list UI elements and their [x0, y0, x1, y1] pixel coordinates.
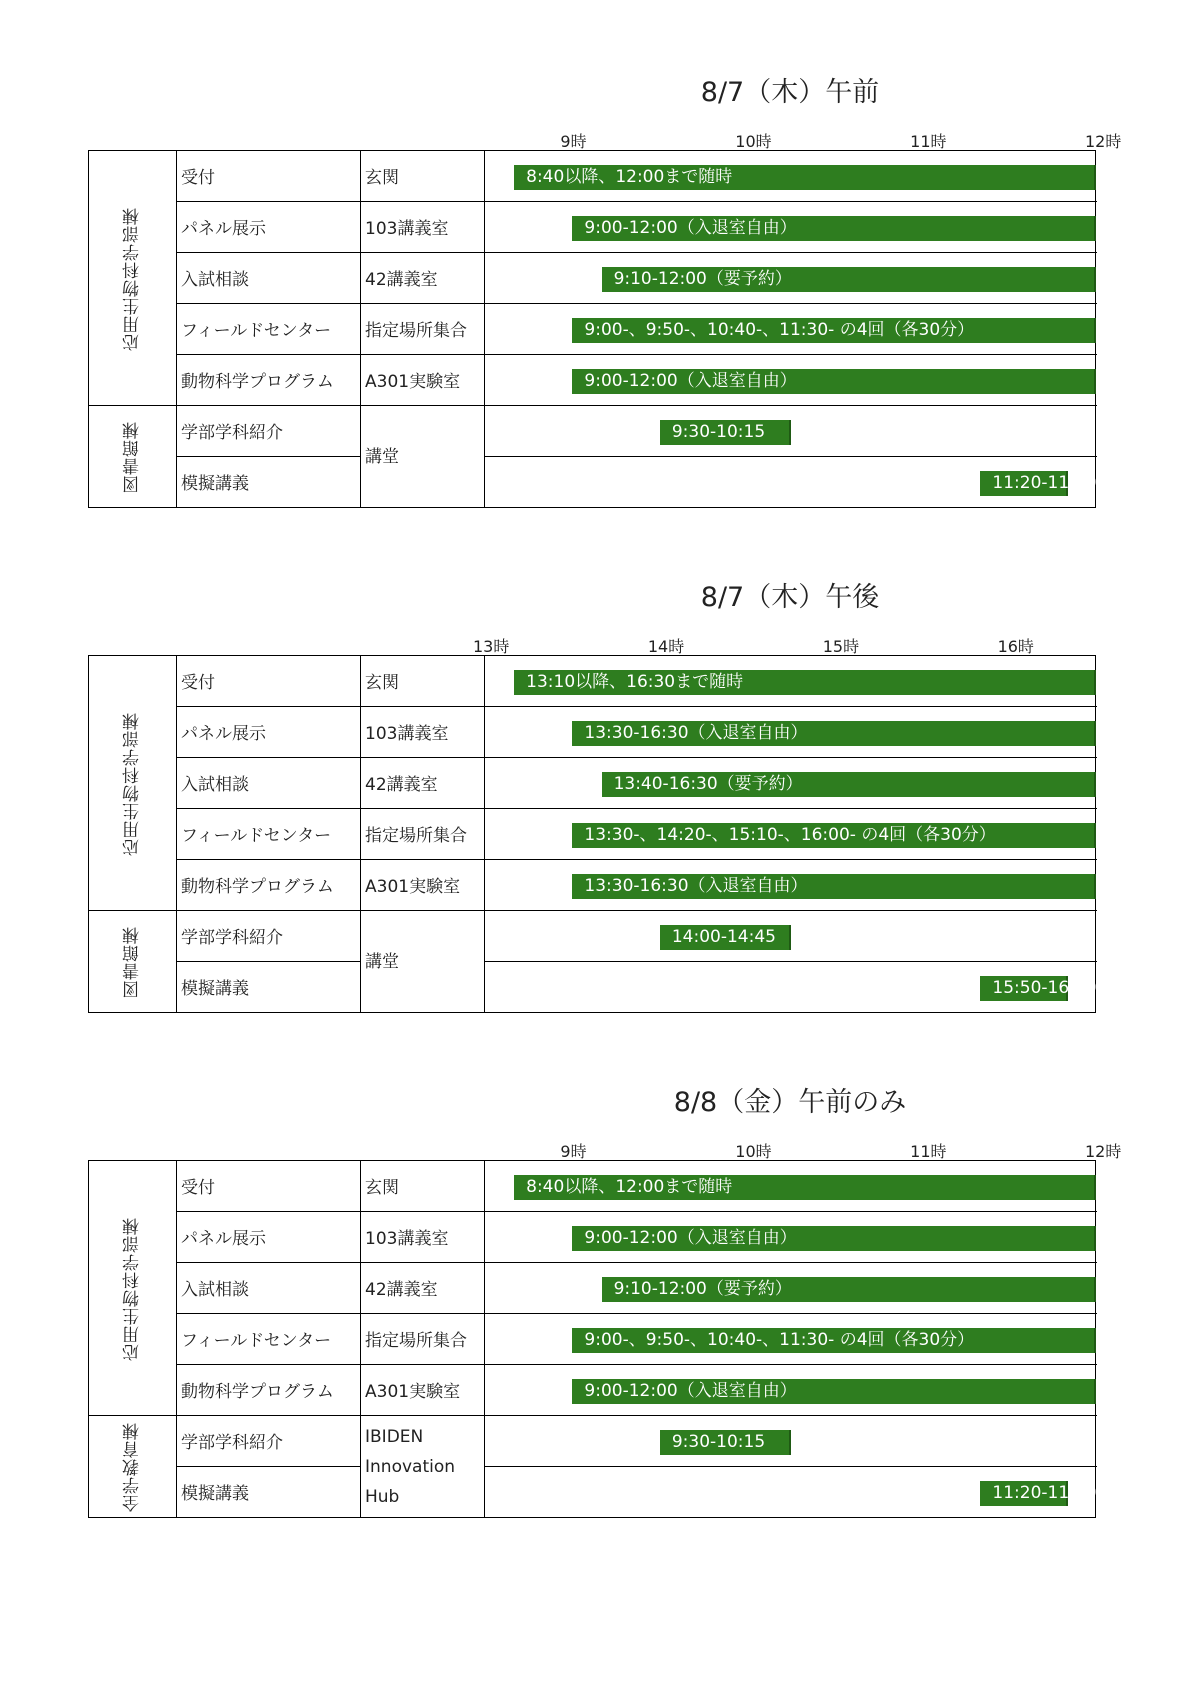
event-name: 模擬講義	[181, 1484, 249, 1504]
event-name: パネル展示	[181, 1229, 266, 1249]
row-divider	[177, 1313, 1097, 1314]
schedule-title: 8/8（金）午前のみ	[673, 1087, 907, 1118]
event-name: パネル展示	[181, 219, 266, 239]
room-name: 指定場所集合	[365, 321, 467, 341]
column-divider	[360, 656, 361, 1013]
column-divider	[484, 151, 485, 508]
event-name: 模擬講義	[181, 474, 249, 494]
event-name: 入試相談	[181, 1280, 249, 1300]
schedule-bar: 13:30-16:30（入退室自由）	[572, 874, 1096, 899]
time-tick-label: 12時	[1085, 1142, 1122, 1161]
schedule-bar: 13:40-16:30（要予約）	[602, 772, 1096, 797]
schedule-title: 8/7（木）午後	[700, 582, 880, 613]
time-tick-label: 16時	[997, 637, 1034, 656]
schedule-bar: 9:30-10:15	[660, 1430, 791, 1455]
room-name: 指定場所集合	[365, 826, 467, 846]
room-name: 103講義室	[365, 219, 449, 239]
building-name: 応用生物科学部棟	[122, 1216, 143, 1361]
row-divider	[177, 1211, 1097, 1212]
room-name: 103講義室	[365, 1229, 449, 1249]
schedule-bar: 8:40以降、12:00まで随時	[514, 165, 1096, 190]
building-label	[89, 656, 175, 911]
event-name: フィールドセンター	[181, 1331, 332, 1351]
row-divider	[177, 201, 1097, 202]
room-cell: IBIDEN Innovation Hub	[365, 1427, 456, 1507]
row-divider	[177, 808, 1097, 809]
schedule-bar: 9:10-12:00（要予約）	[602, 267, 1096, 292]
room-name: A301実験室	[365, 1382, 461, 1402]
building-label	[89, 1416, 175, 1518]
schedule-bar: 14:00-14:45	[660, 925, 791, 950]
time-tick-label: 13時	[473, 637, 510, 656]
schedule-bar: 9:00-12:00（入退室自由）	[572, 1379, 1096, 1404]
event-name: 動物科学プログラム	[181, 877, 334, 897]
time-tick-label: 10時	[735, 132, 772, 151]
event-name: 動物科学プログラム	[181, 1382, 334, 1402]
event-name: 受付	[181, 168, 215, 188]
event-name: フィールドセンター	[181, 321, 332, 341]
row-divider	[177, 1364, 1097, 1365]
schedule-bar: 9:00-12:00（入退室自由）	[572, 216, 1096, 241]
building-name: 応用生物科学部棟	[122, 711, 143, 856]
building-label	[89, 911, 175, 1013]
schedule-bar: 9:00-12:00（入退室自由）	[572, 1226, 1096, 1251]
row-divider	[177, 1466, 361, 1467]
schedule-bar: 9:10-12:00（要予約）	[602, 1277, 1096, 1302]
room-name: 42講義室	[365, 270, 438, 290]
group-divider	[89, 910, 1097, 911]
schedule-bar: 13:10以降、16:30まで随時	[514, 670, 1096, 695]
time-tick-label: 11時	[910, 1142, 947, 1161]
schedule-section	[0, 1080, 1187, 1560]
group-divider	[89, 1415, 1097, 1416]
room-name: 指定場所集合	[365, 1331, 467, 1351]
column-divider	[360, 151, 361, 508]
event-name: 学部学科紹介	[181, 423, 283, 443]
time-tick-label: 15時	[822, 637, 860, 656]
event-name: 入試相談	[181, 270, 249, 290]
row-divider	[177, 706, 1097, 707]
schedule-bar: 9:00-、9:50-、10:40-、11:30- の4回（各30分）	[572, 1328, 1096, 1353]
event-name: 学部学科紹介	[181, 1433, 283, 1453]
row-divider	[177, 859, 1097, 860]
row-divider	[177, 961, 361, 962]
row-divider	[177, 252, 1097, 253]
time-tick-label: 9時	[560, 132, 587, 151]
room-name: 42講義室	[365, 775, 438, 795]
row-divider	[177, 354, 1097, 355]
schedule-bar: 9:00-、9:50-、10:40-、11:30- の4回（各30分）	[572, 318, 1096, 343]
schedule-bar: 11:20-11:50	[980, 1481, 1067, 1506]
row-divider	[485, 456, 1097, 457]
room-name: A301実験室	[365, 372, 461, 392]
column-divider	[176, 656, 177, 1013]
schedule-table	[88, 132, 1122, 508]
building-name: 応用生物科学部棟	[122, 206, 143, 351]
event-name: 受付	[181, 1178, 215, 1198]
schedule-bar: 15:50-16:20	[980, 976, 1067, 1001]
row-divider	[485, 961, 1097, 962]
schedule-table	[88, 1142, 1122, 1518]
schedule-bar: 9:30-10:15	[660, 420, 791, 445]
building-name: 図書館棟	[122, 926, 143, 998]
column-divider	[176, 151, 177, 508]
column-divider	[484, 656, 485, 1013]
row-divider	[485, 1466, 1097, 1467]
schedule-bar: 8:40以降、12:00まで随時	[514, 1175, 1096, 1200]
schedule-table	[88, 637, 1097, 1013]
schedule-bar: 13:30-16:30（入退室自由）	[572, 721, 1096, 746]
schedule-section	[0, 70, 1187, 550]
room-name: 玄関	[365, 1178, 399, 1198]
room-cell: 講堂	[365, 447, 399, 467]
group-divider	[89, 405, 1097, 406]
time-tick-label: 14時	[647, 637, 685, 656]
room-name: 103講義室	[365, 724, 449, 744]
schedule-bar: 13:30-、14:20-、15:10-、16:00- の4回（各30分）	[572, 823, 1096, 848]
row-divider	[177, 1262, 1097, 1263]
room-name: 玄関	[365, 168, 399, 188]
time-tick-label: 12時	[1085, 132, 1122, 151]
event-name: 模擬講義	[181, 979, 249, 999]
column-divider	[176, 1161, 177, 1518]
building-label	[89, 1161, 175, 1416]
event-name: 入試相談	[181, 775, 249, 795]
room-name: 42講義室	[365, 1280, 438, 1300]
event-name: 学部学科紹介	[181, 928, 283, 948]
event-name: パネル展示	[181, 724, 266, 744]
row-divider	[177, 303, 1097, 304]
building-label	[89, 406, 175, 508]
time-tick-label: 9時	[560, 1142, 587, 1161]
event-name: 受付	[181, 673, 215, 693]
schedule-title: 8/7（木）午前	[700, 77, 880, 108]
building-name: 全学教育棟	[122, 1422, 143, 1512]
column-divider	[360, 1161, 361, 1518]
building-label	[89, 151, 175, 406]
room-cell: 講堂	[365, 952, 399, 972]
time-tick-label: 11時	[910, 132, 947, 151]
schedule-section	[0, 575, 1187, 1055]
event-name: 動物科学プログラム	[181, 372, 334, 392]
schedule-bar: 11:20-11:50	[980, 471, 1067, 496]
schedule-bar: 9:00-12:00（入退室自由）	[572, 369, 1096, 394]
time-tick-label: 10時	[735, 1142, 772, 1161]
row-divider	[177, 456, 361, 457]
row-divider	[177, 757, 1097, 758]
event-name: フィールドセンター	[181, 826, 332, 846]
building-name: 図書館棟	[122, 421, 143, 493]
room-name: A301実験室	[365, 877, 461, 897]
column-divider	[484, 1161, 485, 1518]
room-name: 玄関	[365, 673, 399, 693]
